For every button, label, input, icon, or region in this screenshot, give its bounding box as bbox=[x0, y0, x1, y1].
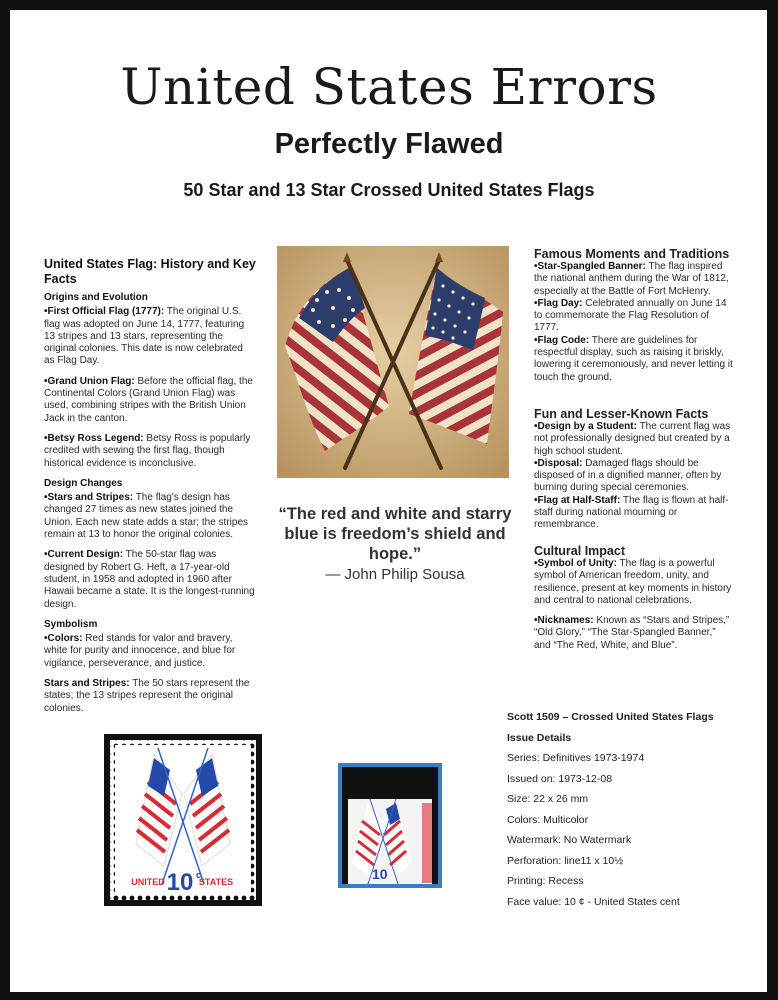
fact-flag-code: •Flag Code: There are guidelines for respectful display, such as raising it briskly, lowering it ceremoniously, and never letting it touch the ground. bbox=[534, 334, 733, 383]
detail-perforation: Perforation: line11 x 10½ bbox=[507, 854, 623, 867]
issue-details bbox=[507, 710, 714, 915]
issue-details-heading: Issue Details bbox=[507, 731, 572, 744]
crossed-flags-illustration bbox=[277, 246, 509, 478]
fact-colors: •Colors: Red stands for valor and bravery, white for purity and innocence, and blue for vigilance, perseverance, and justice. bbox=[44, 633, 236, 669]
detail-printing: Printing: Recess bbox=[507, 875, 584, 887]
detail-face-value: Face value: 10 ¢ - United States cent bbox=[507, 895, 680, 908]
page-subtitle: Perfectly Flawed bbox=[274, 128, 504, 160]
fun-heading: Fun and Lesser-Known Facts bbox=[534, 407, 709, 421]
symbolism-heading: Symbolism bbox=[44, 618, 98, 630]
fact-first-flag: •First Official Flag (1777): The original U.S. flag was adopted on June 14, 1777, featuring 13 stripes and 13 stars, representing the original colonies. This date is now celebrated as Flag Day. bbox=[44, 306, 245, 367]
right-column-cultural bbox=[534, 544, 734, 660]
cultural-heading: Cultural Impact bbox=[534, 544, 625, 558]
fact-grand-union: •Grand Union Flag: Before the official flag, the Continental Colors (Grand Union Flag) was used, combining stripes with the British Union Jack in the canton. bbox=[44, 375, 253, 424]
detail-issued: Issued on: 1973-12-08 bbox=[507, 772, 613, 785]
fact-half-staff: •Flag at Half-Staff: The flag is flown at half-staff during national mourning or remembrance. bbox=[534, 494, 729, 531]
stamp-title: Scott 1509 – Crossed United States Flags bbox=[507, 711, 714, 723]
fact-flag-day: •Flag Day: Celebrated annually on June 14 to commemorate the Flag Resolution of 1777. bbox=[534, 297, 727, 334]
svg-text:c: c bbox=[196, 870, 202, 880]
stamp-image-error bbox=[338, 763, 442, 888]
fact-nicknames: •Nicknames: Known as “Stars and Stripes,” “Old Glory,” “The Star-Spangled Banner,” and “The Red, White, and Blue”. bbox=[534, 615, 730, 651]
stamp-image-main bbox=[104, 734, 262, 906]
right-column-fun bbox=[534, 407, 734, 532]
svg-text:10: 10 bbox=[166, 869, 194, 896]
fact-student: •Design by a Student: The current flag was not professionally designed but created by a high school student. bbox=[534, 421, 731, 457]
svg-text:UNITED: UNITED bbox=[131, 877, 165, 887]
fact-disposal: •Disposal: Damaged flags should be disposed of in a dignified manner, often by burning during special ceremonies. bbox=[534, 457, 722, 494]
quote-text: “The red and white and starry blue is freedom’s shield and hope.” bbox=[278, 505, 512, 563]
page-title: United States Errors bbox=[120, 58, 658, 116]
page-tagline: 50 Star and 13 Star Crossed United States Flags bbox=[183, 180, 595, 200]
fact-betsy-ross: •Betsy Ross Legend: Betsy Ross is popularly credited with sewing the first flag, though historical evidence is inconclusive. bbox=[44, 432, 251, 469]
fact-stars-stripes-symbol: Stars and Stripes: The 50 stars represent the states; the 13 stripes represent the original colonies. bbox=[44, 678, 250, 714]
detail-watermark: Watermark: No Watermark bbox=[507, 834, 632, 846]
svg-text:10: 10 bbox=[372, 866, 388, 882]
fact-current-design: •Current Design: The 50-star flag was designed by Robert G. Heft, a 17-year-old student, in 1958 and adopted in 1960 after Hawaii became a state. It is the longest-running design. bbox=[44, 549, 255, 610]
design-heading: Design Changes bbox=[44, 477, 123, 489]
fact-stars-stripes: •Stars and Stripes: The flag's design has changed 27 times as new states joined the Union. Each new state adds a star; the stripes remain at 13 to honor the original colonies. bbox=[44, 492, 248, 541]
quote-author: — John Philip Sousa bbox=[325, 566, 465, 583]
famous-heading: Famous Moments and Traditions bbox=[534, 247, 730, 261]
detail-colors: Colors: Multicolor bbox=[507, 813, 589, 826]
fact-anthem: •Star-Spangled Banner: The flag inspired the national anthem during the War of 1812, especially at the Battle of Fort McHenry. bbox=[534, 261, 729, 297]
detail-size: Size: 22 x 26 mm bbox=[507, 793, 589, 805]
origins-heading: Origins and Evolution bbox=[44, 292, 148, 303]
left-column bbox=[44, 257, 256, 723]
right-column-famous bbox=[534, 247, 734, 384]
left-heading: United States Flag: History and Key Facts bbox=[44, 257, 256, 286]
detail-series: Series: Definitives 1973-1974 bbox=[507, 752, 645, 764]
svg-text:STATES: STATES bbox=[198, 877, 234, 887]
fact-unity: •Symbol of Unity: The flag is a powerful symbol of American freedom, unity, and resilience, present at key moments in history and central to national celebrations. bbox=[534, 558, 732, 606]
